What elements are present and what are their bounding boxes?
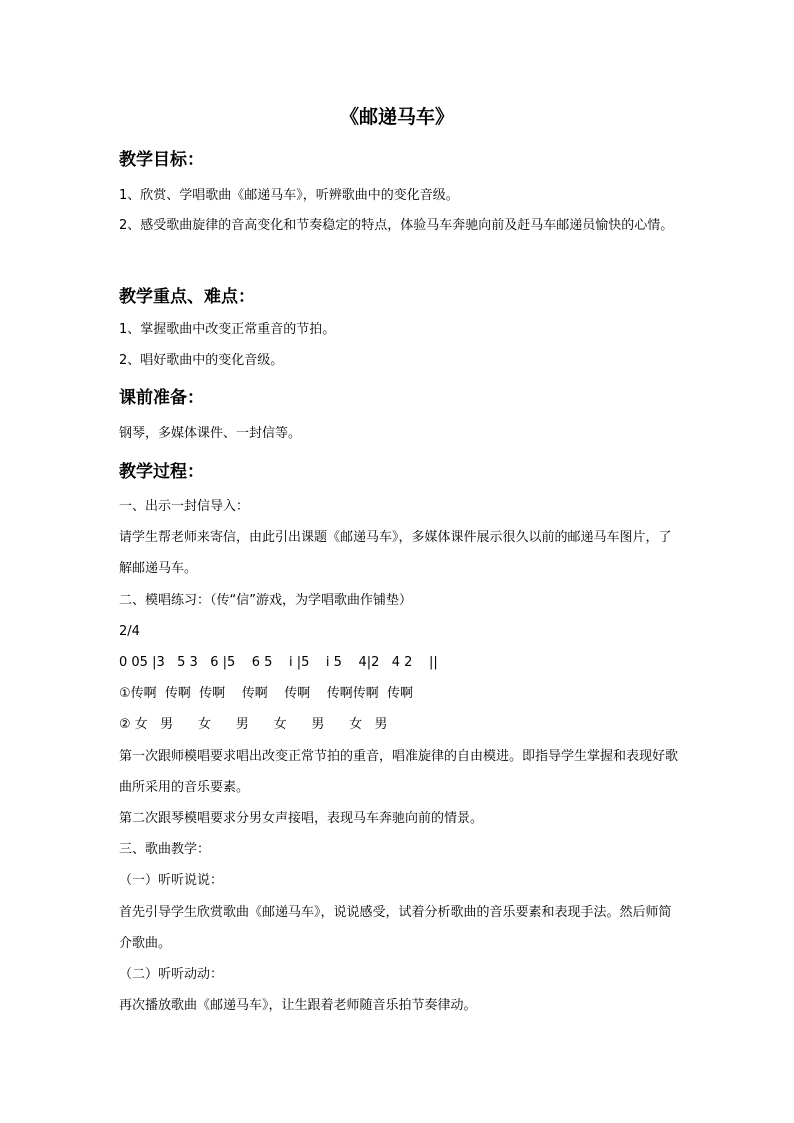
document-title: 《邮递马车》 — [339, 106, 454, 128]
part2-text-1: 第一次跟师模唱要求唱出改变正常节拍的重音，唱准旋律的自由模进。即指导学生掌握和表现好歌曲所采用的音乐要素。 — [119, 749, 679, 795]
lyric-line-1: ①传啊 传啊 传啊 传啊 传啊 传啊传啊 传啊 — [119, 686, 414, 701]
part1-text: 请学生帮老师来寄信，由此引出课题《邮递马车》，多媒体课件展示很久以前的邮递马车图片，了解邮递马车。 — [119, 530, 672, 576]
sub2-title: （二）听听动动： — [119, 967, 224, 982]
sub2-text: 再次播放歌曲《邮递马车》，让生跟着老师随音乐拍节奏律动。 — [119, 998, 477, 1013]
key-points-heading: 教学重点、难点： — [119, 287, 255, 307]
goal-item-1: 1、欣赏、学唱歌曲《邮递马车》，听辨歌曲中的变化音级。 — [119, 188, 459, 203]
key-point-item-2: 2、唱好歌曲中的变化音级。 — [119, 353, 284, 368]
part2-text-2: 第二次跟琴模唱要求分男女声接唱，表现马车奔驰向前的情景。 — [119, 811, 484, 826]
preparation-heading: 课前准备： — [119, 388, 204, 408]
goals-heading: 教学目标： — [119, 150, 204, 170]
sub1-text: 首先引导学生欣赏歌曲《邮递马车》，说说感受，试着分析歌曲的音乐要素和表现手法。然后师简介歌曲。 — [119, 905, 672, 951]
part1-title: 一、出示一封信导入： — [119, 499, 250, 514]
preparation-text: 钢琴，多媒体课件、一封信等。 — [119, 426, 302, 441]
key-point-item-1: 1、掌握歌曲中改变正常重音的节拍。 — [119, 322, 336, 337]
lyric-line-2: ② 女 男 女 男 女 男 女 男 — [119, 717, 388, 732]
time-signature: 2/4 — [119, 624, 140, 639]
music-notation: 0 05 |3 5 3 6 |5 6 5 i |5 i 5 4|2 4 2 || — [119, 655, 438, 670]
sub1-title: （一）听听说说： — [119, 873, 224, 888]
goal-item-2: 2、感受歌曲旋律的音高变化和节奏稳定的特点，体验马车奔驰向前及赶马车邮递员愉快的心情。 — [119, 218, 674, 233]
part2-title: 二、模唱练习：（传“信”游戏，为学唱歌曲作铺垫） — [119, 593, 412, 608]
part3-title: 三、歌曲教学： — [119, 842, 211, 857]
process-heading: 教学过程： — [119, 462, 204, 482]
